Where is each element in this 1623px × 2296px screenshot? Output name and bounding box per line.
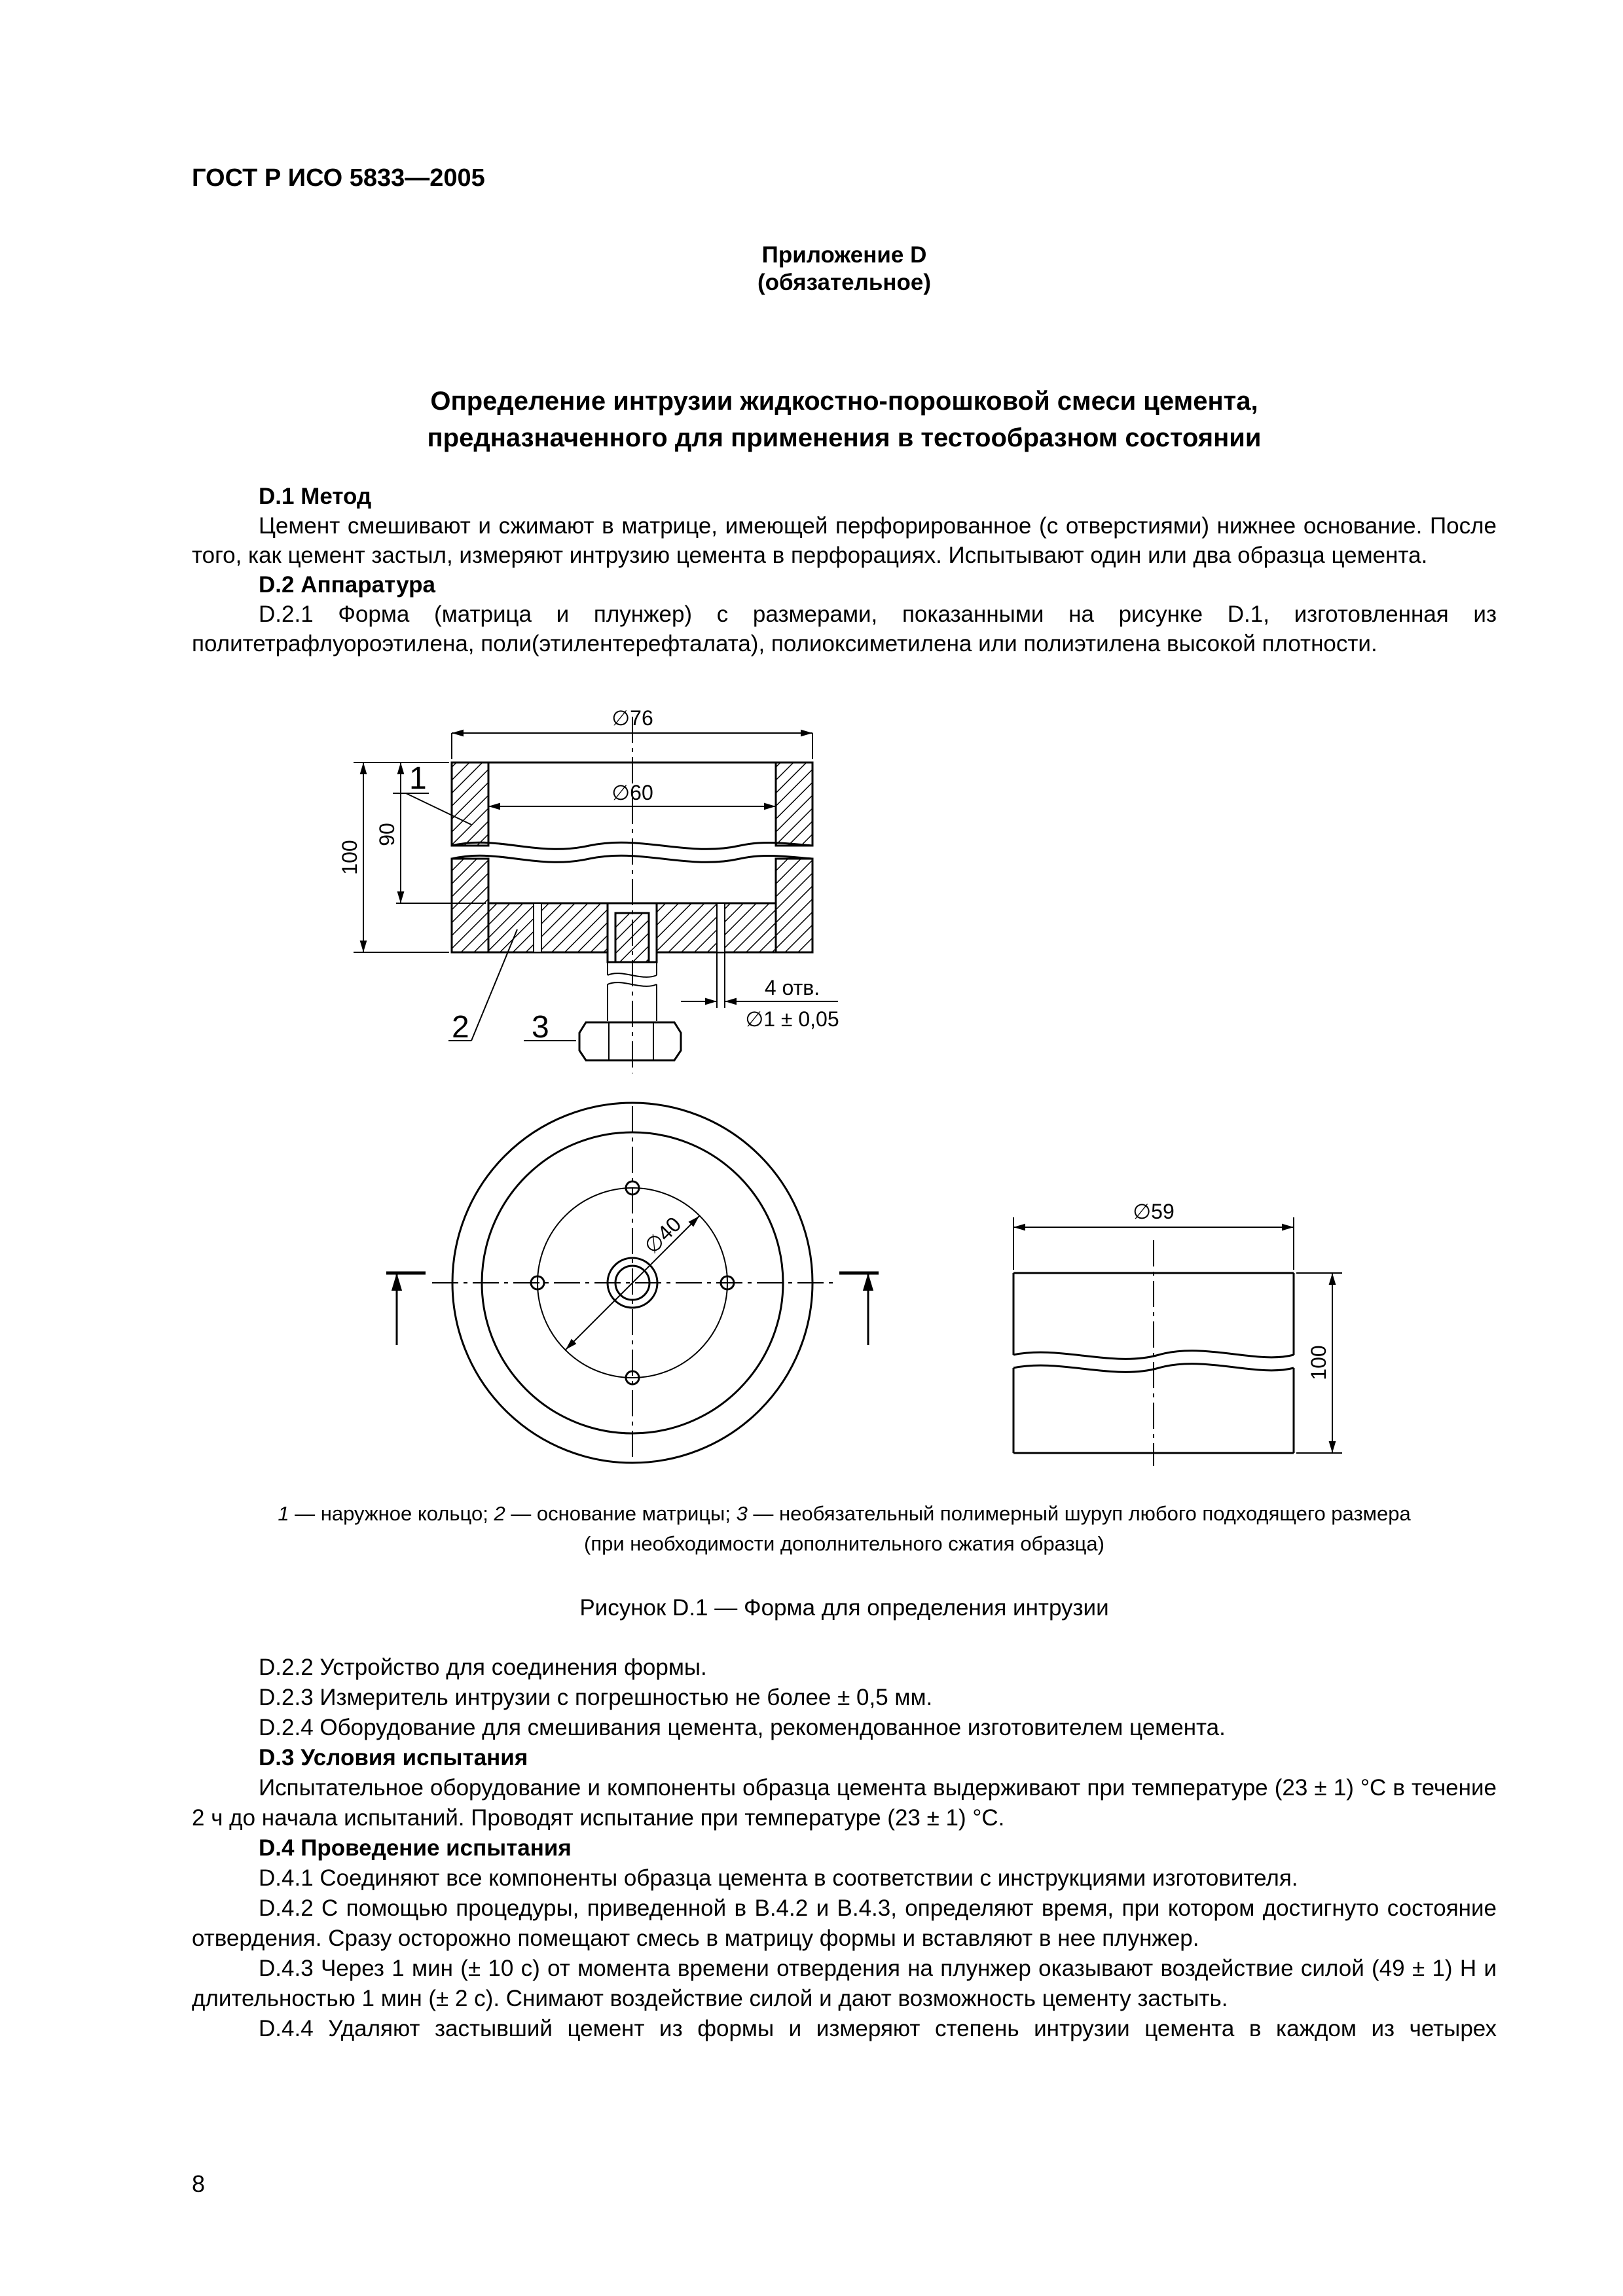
paragraph-d4-4: D.4.4 Удаляют застывший цемент из формы и измеряют степень интрузии цемента в каждом из четырех	[259, 2016, 1497, 2041]
annex-title: Приложение D	[761, 242, 927, 268]
section-heading-d1: D.1 Метод	[259, 484, 372, 509]
dim-d60: ∅60	[611, 781, 653, 804]
section-heading-d3: D.3 Условия испытания	[259, 1745, 528, 1770]
section-heading-d4: D.4 Проведение испытания	[259, 1835, 572, 1861]
figure-legend	[192, 1499, 1497, 1559]
page-number: 8	[192, 2170, 206, 2197]
paragraph-d2-3: D.2.3 Измеритель интрузии с погрешностью не более ± 0,5 мм.	[259, 1685, 933, 1710]
paragraph-d3: Испытательное оборудование и компоненты образца цемента выдерживают при температуре (23 ± 1) °С в течение 2 ч до начала испытаний. Проводят испытание при температуре (23 ± 1) °С.	[192, 1775, 1497, 1831]
callout-1: 1	[409, 761, 427, 796]
annex-status: (обязательное)	[757, 270, 931, 295]
paragraph-d1: Цемент смешивают и сжимают в матрице, имеющей перфорированное (с отверстиями) нижнее основание. После того, как цемент застыл, измеряют интрузию цемента в перфорациях. Испытывают один или два образца цемента.	[192, 513, 1497, 568]
dim-d40: ∅40	[640, 1212, 686, 1259]
matrix-plan-view	[386, 1103, 879, 1463]
outer-ring-right-lower	[776, 859, 812, 952]
screw-head-shape	[579, 1022, 681, 1060]
dim-d76: ∅76	[611, 706, 653, 730]
paragraph-d2-1: D.2.1 Форма (матрица и плунжер) с размерами, показанными на рисунке D.1, изготовленная из политетрафлуороэтилена, поли(этилентерефталата), полиоксиметилена или полиэтилена высокой плотности.	[192, 601, 1497, 656]
dim-h90: 90	[375, 823, 399, 846]
paragraph-d4-1: D.4.1 Соединяют все компоненты образца цемента в соответствии с инструкциями изготовителя.	[259, 1865, 1298, 1891]
outer-ring-right-upper	[776, 762, 812, 846]
figure-title: Рисунок D.1 — Форма для определения интрузии	[579, 1595, 1109, 1621]
dim-d59: ∅59	[1133, 1200, 1175, 1223]
figure-legend-line1: 1 — наружное кольцо; 2 — основание матрицы; 3 — необязательный полимерный шуруп любого подходящего размера	[278, 1502, 1411, 1525]
figure-legend-line2: (при необходимости дополнительного сжатия образца)	[584, 1532, 1104, 1555]
annex-heading-line2: предназначенного для применения в тестообразном состоянии	[427, 423, 1262, 452]
document-header: ГОСТ Р ИСО 5833—2005	[192, 164, 485, 192]
plunger-view	[1013, 1217, 1342, 1466]
paragraph-d4-2: D.4.2 С помощью процедуры, приведенной в B.4.2 и B.4.3, определяют время, при котором достигнуто состояние отвердения. Сразу осторожно помещают смесь в матрицу формы и вставляют в нее плунжер.	[192, 1895, 1497, 1951]
text-block-bottom	[192, 1653, 1497, 2044]
section-heading-d2: D.2 Аппаратура	[259, 572, 435, 598]
callout-2: 2	[452, 1010, 469, 1045]
dim-h100: 100	[338, 840, 361, 875]
callout-3: 3	[532, 1010, 549, 1045]
dim-holes-diameter: ∅1 ± 0,05	[745, 1007, 839, 1031]
annex-heading-line1: Определение интрузии жидкостно-порошковой смеси цемента,	[430, 387, 1258, 416]
dim-plunger-h: 100	[1307, 1345, 1330, 1380]
outer-ring-left-upper	[452, 762, 488, 846]
paragraph-d2-2: D.2.2 Устройство для соединения формы.	[259, 1655, 707, 1680]
matrix-dimension-labels	[338, 706, 839, 1045]
paragraph-d4-3: D.4.3 Через 1 мин (± 10 с) от момента времени отвердения на плунжер оказывают воздействие силой (49 ± 1) Н и длительностью 1 мин (± 2 с). Снимают воздействие силой и дают возможность цементу застыть.	[192, 1956, 1497, 2011]
dim-holes-count: 4 отв.	[764, 976, 820, 999]
outer-ring-left-lower	[452, 859, 488, 952]
paragraph-d2-4: D.2.4 Оборудование для смешивания цемента, рекомендованное изготовителем цемента.	[259, 1715, 1226, 1740]
